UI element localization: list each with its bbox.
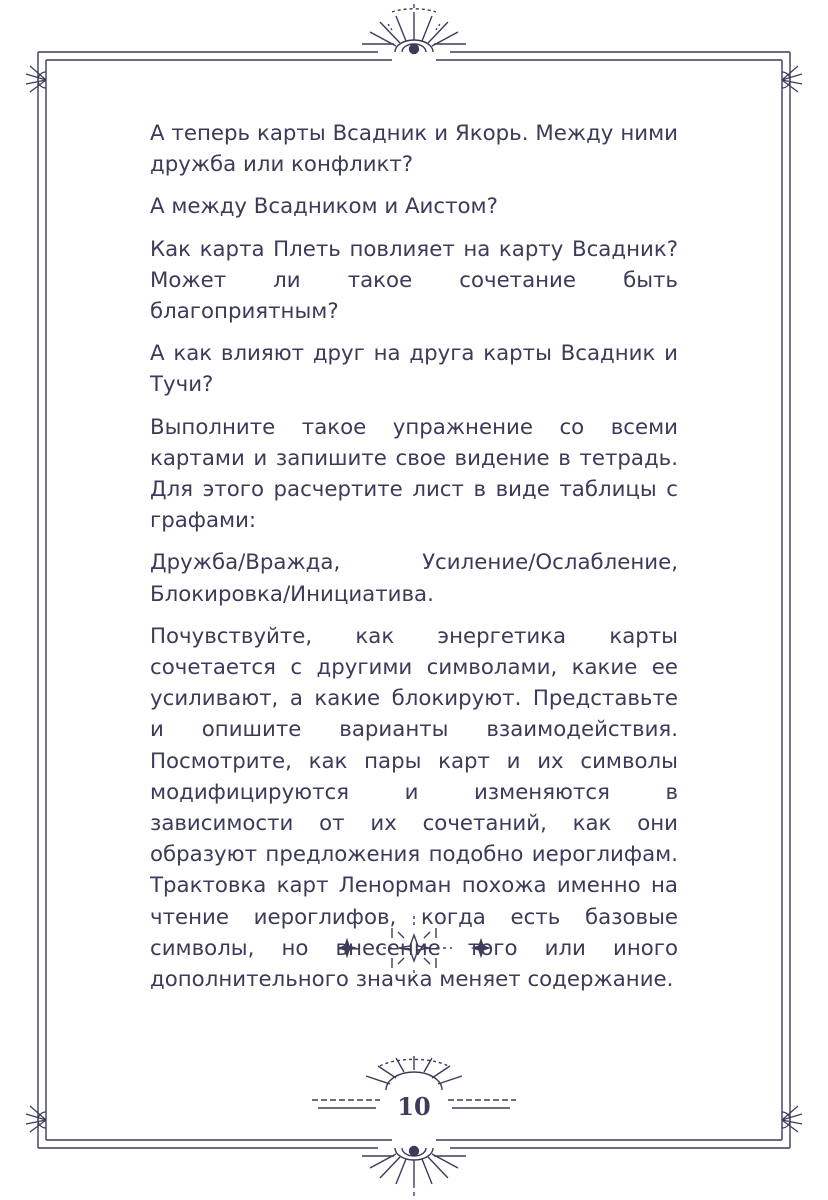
paragraph-2: А между Всадником и Аистом? (150, 194, 498, 220)
paragraph-1: А теперь карты Всадник и Якорь. Между ними дружба или конфликт? (150, 121, 678, 178)
page-body-text (150, 118, 678, 1006)
paragraph-6: Дружба/Вражда, Усиление/Ослабление, Блокировка/Инициатива. (150, 550, 678, 607)
paragraph-3: Как карта Плеть повлияет на карту Всадник? Может ли такое сочетание быть благоприятным? (150, 236, 678, 325)
paragraph-4: А как влияют друг на друга карты Всадник и Тучи? (150, 341, 678, 398)
top-sun-ornament (340, 4, 488, 60)
paragraph-5: Выполните такое упражнение со всеми картами и запишите свое видение в тетрадь. Для этого расчертите лист в виде таблицы с графами: (150, 414, 678, 534)
bottom-sun-ornament (340, 1140, 488, 1196)
paragraph-7: Почувствуйте, как энергетика карты сочетается с другими символами, какие ее усиливают, а какие блокируют. Представьте и опишите варианты взаимодействия. Посмотрите, как пары карт и их символы модифицируются и изменяются в зависимости от их сочетаний, как они образуют предложения подобно иероглифам. Трактовка карт Ленорман похожа именно на чтение иероглифов, когда есть базовые символы, но внесение того или иного дополнительного значка меняет содержание. (150, 623, 678, 993)
page-number: 10 (397, 1092, 431, 1121)
